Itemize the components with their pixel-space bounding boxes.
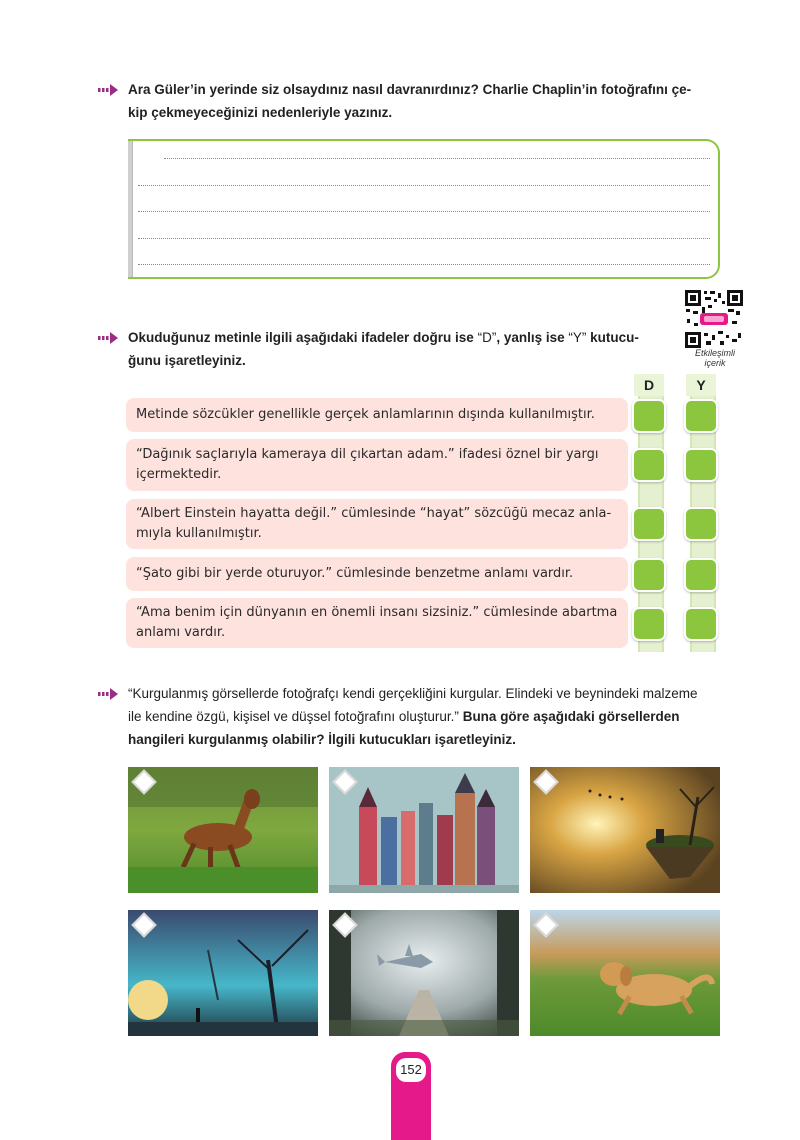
statement-5-line2: anlamı vardır.: [136, 625, 226, 640]
question-3-line2: [128, 705, 728, 728]
question-3: [128, 682, 728, 751]
statement-2-line1: “Dağınık saçlarıyla kameraya dil çıkartan adam.” ifadesi öznel bir yargı: [136, 447, 599, 462]
q2-text-y: “Y”: [568, 330, 587, 345]
photo-shark-forest: [329, 910, 519, 1036]
photo-moon-trees: [128, 910, 318, 1036]
statement-3: [126, 499, 628, 549]
statement-4-d-checkbox[interactable]: [632, 558, 666, 592]
answer-line[interactable]: [138, 238, 710, 239]
statement-1-line1: Metinde sözcükler genellikle gerçek anlamlarının dışında kullanılmıştır.: [136, 407, 595, 422]
statement-1-y-checkbox[interactable]: [684, 399, 718, 433]
statement-1-d-checkbox[interactable]: [632, 399, 666, 433]
question-2-line2: ğunu işaretleyiniz.: [128, 353, 246, 368]
answer-box[interactable]: [128, 139, 720, 279]
q2-text-a: Okuduğunuz metinle ilgili aşağıdaki ifadeler doğru ise: [128, 330, 478, 345]
arrow-bullet-icon: [98, 688, 118, 700]
q2-text-d: “D”: [477, 330, 497, 345]
statement-2-d-checkbox[interactable]: [632, 448, 666, 482]
statement-3-line2: mıyla kullanılmıştır.: [136, 526, 262, 541]
question-3-line3: hangileri kurgulanmış olabilir? İlgili kutucukları işaretleyiniz.: [128, 732, 516, 747]
question-2-line1: [128, 326, 688, 349]
answer-line[interactable]: [138, 185, 710, 186]
statement-3-y-checkbox[interactable]: [684, 507, 718, 541]
statement-5-line1: “Ama benim için dünyanın en önemli insanı sizsiniz.” cümlesinde abartma: [136, 605, 618, 620]
question-2: [128, 326, 688, 372]
question-1-line1: Ara Güler’in yerinde siz olsaydınız nasıl davranırdınız? Charlie Chaplin’in fotoğrafını çe-: [128, 82, 692, 97]
q3-line2-bold: Buna göre aşağıdaki görsellerden: [458, 709, 680, 724]
question-1-line2: kip çekmeyeceğinizi nedenleriyle yazınız.: [128, 105, 393, 120]
answer-line[interactable]: [164, 158, 710, 159]
q2-text-c: kutucu-: [586, 330, 639, 345]
answer-line[interactable]: [138, 264, 710, 265]
photo-floating-island: [530, 767, 720, 893]
arrow-bullet-icon: [98, 332, 118, 344]
page-number: 152: [396, 1058, 426, 1082]
statement-3-d-checkbox[interactable]: [632, 507, 666, 541]
statement-5-d-checkbox[interactable]: [632, 607, 666, 641]
photo-horse: [128, 767, 318, 893]
answer-line[interactable]: [138, 211, 710, 212]
statement-4-y-checkbox[interactable]: [684, 558, 718, 592]
statement-2-y-checkbox[interactable]: [684, 448, 718, 482]
question-1: [128, 78, 728, 124]
statement-5-y-checkbox[interactable]: [684, 607, 718, 641]
y-column-header: Y: [686, 374, 716, 396]
qr-caption: [682, 348, 748, 368]
qr-code-icon[interactable]: [684, 289, 744, 349]
qr-caption-line1: Etkileşimli: [694, 348, 735, 358]
qr-caption-line2: içerik: [704, 358, 726, 368]
answer-box-edge: [128, 141, 133, 277]
statement-2-line2: içermektedir.: [136, 467, 222, 482]
arrow-bullet-icon: [98, 84, 118, 96]
photo-book-castle: [329, 767, 519, 893]
statement-2: [126, 439, 628, 491]
statement-3-line1: “Albert Einstein hayatta değil.” cümlesinde “hayat” sözcüğü mecaz anla-: [136, 506, 612, 521]
photo-dog: [530, 910, 720, 1036]
question-3-line1: “Kurgulanmış görsellerde fotoğrafçı kendi gerçekliğini kurgular. Elindeki ve beynindeki malzeme: [128, 686, 698, 701]
statement-4-line1: “Şato gibi bir yerde oturuyor.” cümlesinde benzetme anlamı vardır.: [136, 566, 574, 581]
statement-5: [126, 598, 628, 648]
q3-line2-normal: ile kendine özgü, kişisel ve düşsel fotoğrafını oluşturur.”: [128, 709, 459, 724]
d-column-header: D: [634, 374, 664, 396]
statement-4: [126, 557, 628, 591]
statement-1: [126, 398, 628, 432]
q2-text-b: , yanlış ise: [496, 330, 569, 345]
